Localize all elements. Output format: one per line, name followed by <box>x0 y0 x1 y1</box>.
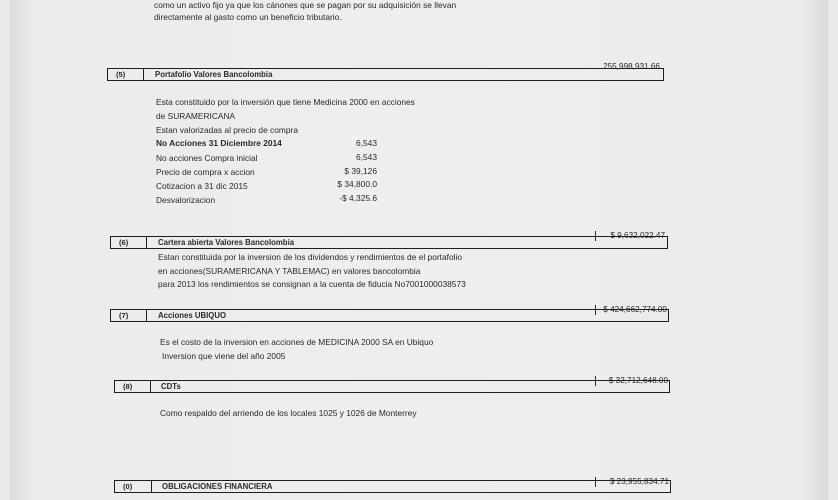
section-8-number: (8) <box>123 382 133 391</box>
section-7-body-1: Es el costo de la inversion en acciones de MEDICINA 2000 SA en Ubiquo <box>160 337 434 347</box>
section-5-row-label: No acciones Compra inicial <box>156 153 258 163</box>
section-7-title: Acciones UBIQUO <box>158 311 227 320</box>
section-5-body-2: de SURAMERICANA <box>156 111 236 121</box>
section-0-amount: $ 23,955,834.71 <box>609 477 669 486</box>
section-6-number: (6) <box>119 238 129 247</box>
section-5-title: Portafolio Valores Bancolombia <box>155 70 273 79</box>
section-0-number: (0) <box>123 482 133 491</box>
intro-line-2: directamente al gasto como un beneficio tributario. <box>154 12 342 22</box>
section-5-row-value: $ 34,800.0 <box>337 179 377 189</box>
section-8-header <box>114 380 670 393</box>
section-6-header <box>110 236 668 249</box>
section-5-row-value: 6,543 <box>356 138 377 148</box>
section-5-row-label: No Acciones 31 Diciembre 2014 <box>156 138 282 148</box>
section-6-body-1: Estan constituida por la inversion de los dividendos y rendimientos de el portafolio <box>158 252 463 262</box>
section-5-amount: 255,998,931.66 <box>603 62 660 71</box>
section-8-title: CDTs <box>161 382 181 391</box>
section-5-row-value: -$ 4,325.6 <box>339 193 377 203</box>
section-7-header <box>110 309 669 322</box>
section-6-title: Cartera abierta Valores Bancolombia <box>158 238 295 247</box>
section-5-row-label: Precio de compra x accion <box>156 167 255 177</box>
section-5-row-label: Desvalorizacion <box>156 195 216 205</box>
section-5-row-value: 6,543 <box>356 152 377 162</box>
section-5-body-3: Estan valorizadas al precio de compra <box>156 125 298 135</box>
section-5-row-label: Cotizacion a 31 dic 2015 <box>156 181 248 191</box>
section-7-body-2: Inversion que viene del año 2005 <box>162 351 286 361</box>
section-7-amount: $ 424,662,774.00 <box>603 305 667 314</box>
section-5-number: (5) <box>116 70 126 79</box>
intro-line-1: como un activo fijo ya que los cánones que se pagan por su adquisición se llevan <box>154 0 457 10</box>
section-5-row-value: $ 39,126 <box>344 166 377 176</box>
section-8-amount: $ 32,712,648.00 <box>608 376 668 385</box>
section-0-title: OBLIGACIONES FINANCIERA <box>162 482 273 491</box>
section-0-header <box>114 480 671 493</box>
section-6-body-2: en acciones(SURAMERICANA Y TABLEMAC) en valores bancolombia <box>158 266 421 276</box>
section-8-body-1: Como respaldo del arriendo de los locales 1025 y 1026 de Monterrey <box>160 408 417 418</box>
section-6-body-3: para 2013 los rendimientos se consignan a la cuenta de fiducia No7001000038573 <box>158 279 466 289</box>
section-7-number: (7) <box>119 311 129 320</box>
section-5-header <box>107 68 664 81</box>
section-5-body-1: Esta constituido por la inversión que tiene Medicina 2000 en acciones <box>156 97 415 107</box>
document-page <box>10 0 828 500</box>
section-6-amount: $ 9,632,022.47 <box>610 231 665 240</box>
